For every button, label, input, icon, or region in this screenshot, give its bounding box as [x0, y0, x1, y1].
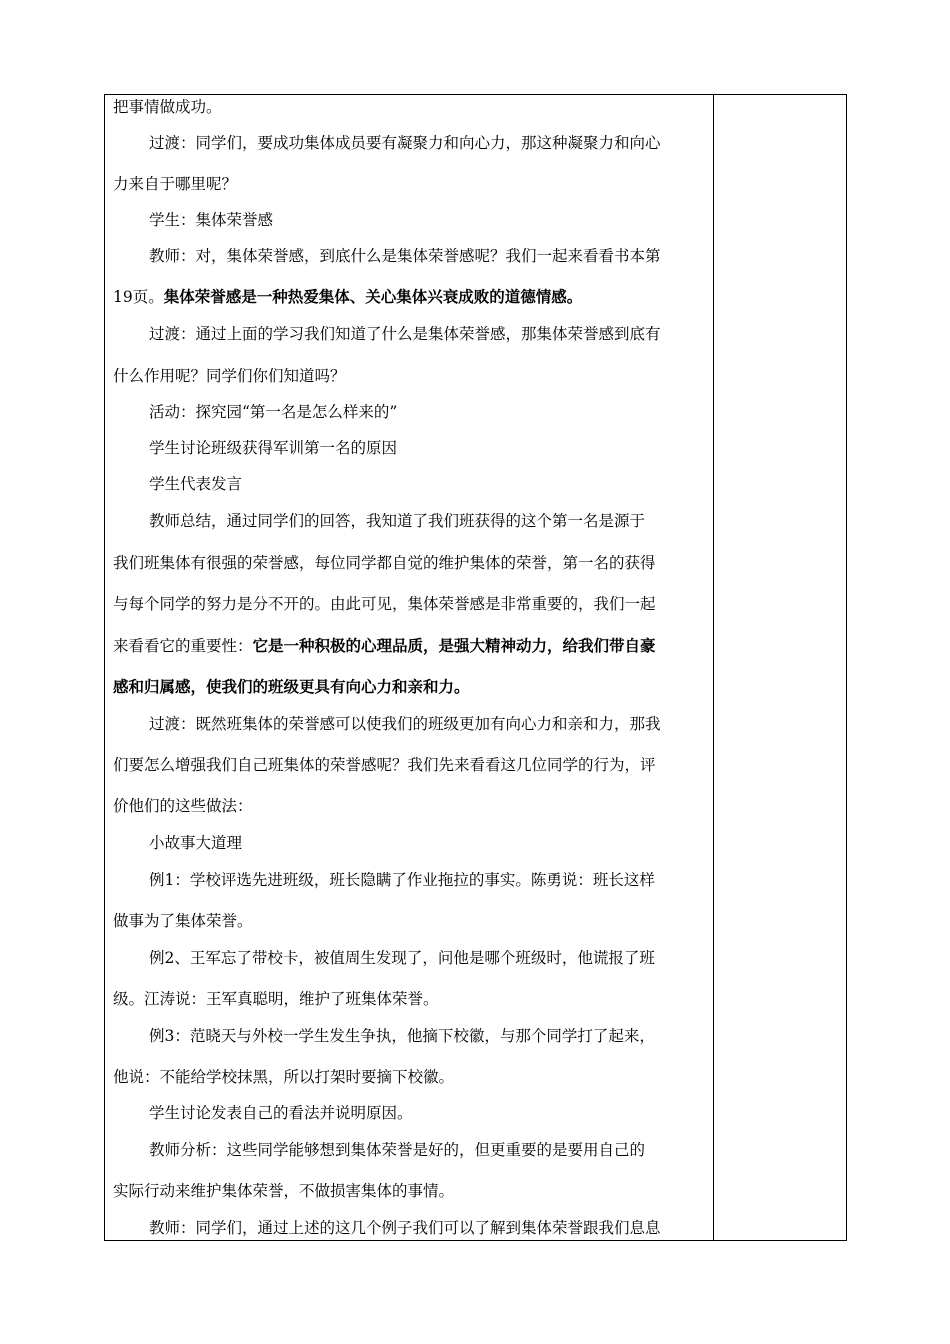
- text-line: 教师：对，集体荣誉感，到底什么是集体荣誉感呢？我们一起来看看书本第: [149, 247, 661, 265]
- text-line: 价他们的这些做法：: [113, 797, 253, 815]
- text-line: 小故事大道理: [149, 834, 243, 852]
- text-line: 学生讨论发表自己的看法并说明原因。: [149, 1104, 413, 1122]
- text-line: 学生：集体荣誉感: [149, 211, 274, 229]
- text-line: 例3：范晓天与外校一学生发生争执，他摘下校徽，与那个同学打了起来，: [149, 1027, 655, 1045]
- text-line: 与每个同学的努力是分不开的。由此可见，集体荣誉感是非常重要的，我们一起: [113, 595, 656, 613]
- text-line: 学生讨论班级获得军训第一名的原因: [149, 439, 398, 457]
- text-line: 过渡：同学们，要成功集体成员要有凝聚力和向心力，那这种凝聚力和向心: [149, 134, 661, 152]
- text-line: 过渡：通过上面的学习我们知道了什么是集体荣誉感，那集体荣誉感到底有: [149, 325, 661, 343]
- text-line: 实际行动来维护集体荣誉，不做损害集体的事情。: [113, 1182, 455, 1200]
- column-divider: [713, 94, 714, 1241]
- text-line: 例2、王军忘了带校卡，被值周生发现了，问他是哪个班级时，他谎报了班: [149, 949, 655, 967]
- text-line: 力来自于哪里呢？: [113, 175, 238, 193]
- text-line: 教师：同学们，通过上述的这几个例子我们可以了解到集体荣誉跟我们息息: [149, 1219, 661, 1237]
- text-line: 活动：探究园“第一名是怎么样来的”: [149, 403, 398, 421]
- text-line: 做事为了集体荣誉。: [113, 912, 253, 930]
- text-line: 什么作用呢？同学们你们知道吗？: [113, 367, 346, 385]
- text-line: 感和归属感，使我们的班级更具有向心力和亲和力。: [113, 677, 470, 696]
- text-line: 19页。集体荣誉感是一种热爱集体、关心集体兴衰成败的道德情感。: [113, 287, 583, 306]
- text-line: 教师分析：这些同学能够想到集体荣誉是好的，但更重要的是要用自己的: [149, 1141, 646, 1159]
- text-line: 级。江涛说：王军真聪明，维护了班集体荣誉。: [113, 990, 439, 1008]
- text-line: 们要怎么增强我们自己班集体的荣誉感呢？我们先来看看这几位同学的行为，评: [113, 756, 656, 774]
- text-line: 教师总结，通过同学们的回答，我知道了我们班获得的这个第一名是源于: [149, 512, 646, 530]
- text-line: 例1：学校评选先进班级，班长隐瞒了作业拖拉的事实。陈勇说：班长这样: [149, 871, 655, 889]
- text-line: 来看看它的重要性：它是一种积极的心理品质，是强大精神动力，给我们带自豪: [113, 636, 656, 655]
- text-line: 他说：不能给学校抹黑，所以打架时要摘下校徽。: [113, 1068, 455, 1086]
- text-line: 把事情做成功。: [113, 98, 222, 116]
- text-line: 学生代表发言: [149, 475, 243, 493]
- text-line: 我们班集体有很强的荣誉感，每位同学都自觉的维护集体的荣誉，第一名的获得: [113, 554, 656, 572]
- text-line: 过渡：既然班集体的荣誉感可以使我们的班级更加有向心力和亲和力，那我: [149, 715, 661, 733]
